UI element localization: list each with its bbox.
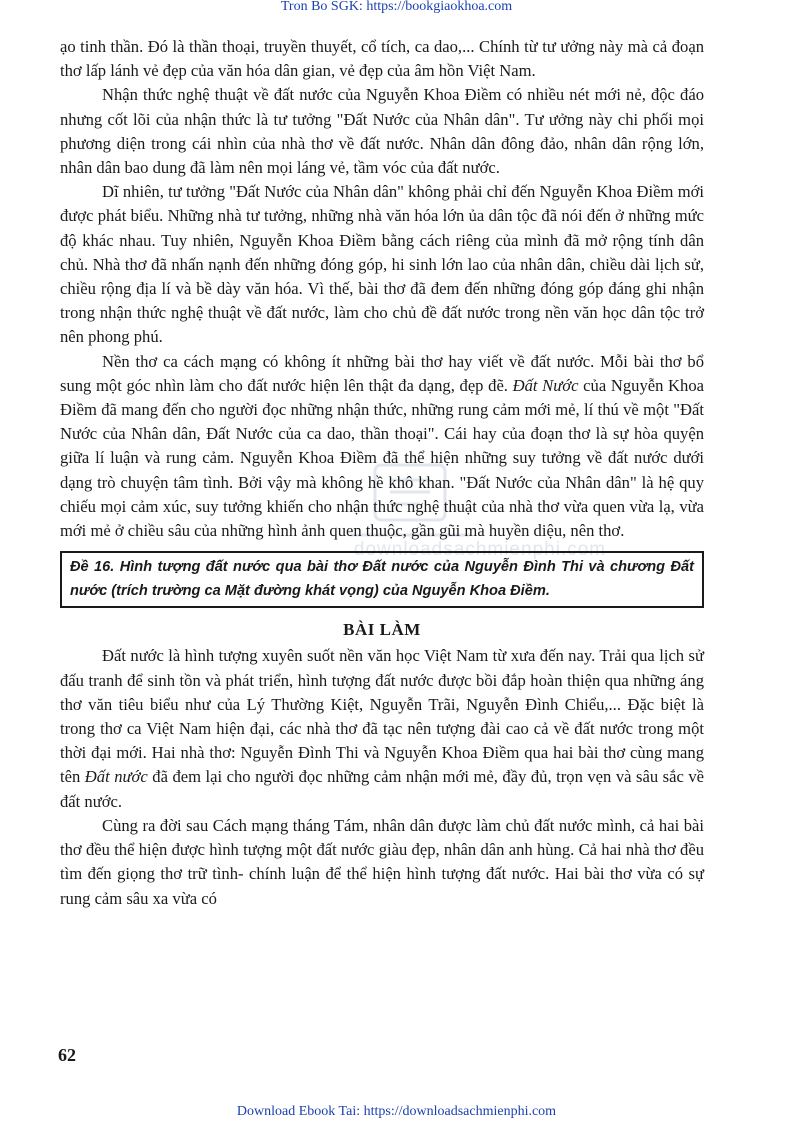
header-source-link[interactable]: Tron Bo SGK: https://bookgiaokhoa.com bbox=[280, 0, 513, 14]
paragraph-text: Nhận thức nghệ thuật về đất nước của Nguyễn Khoa Điềm có nhiều nét mới nẻ, độc đáo nhưng cốt lõi của nhận thức là tư tưởng "Đất Nước của Nhân dân". Tư ưởng này chi phối mọi phương diện trong cái nhìn của nhà thơ về đất nước. Nhân dân đông đảo, nhân dân rộng lớn, nhân dân bao dung đã làm nên mọi láng vẻ, tầm vóc của đất nước. bbox=[60, 85, 704, 178]
italic-title-text: Đất Nước bbox=[512, 375, 579, 395]
paragraph-text: Dĩ nhiên, tư tưởng "Đất Nước của Nhân dân" không phải chỉ đến Nguyễn Khoa Điềm mới được phát biểu. Những nhà tư tưởng, những nhà văn hóa lớn ủa dân tộc đã nói đến ở những mức độ khác nhau. Tuy nhiên, Nguyễn Khoa Điềm bằng cách riêng của mình đã mở rộng tính dân chủ. Nhà thơ đã nhấn nạnh đến những đóng góp, hi sinh lớn lao của nhân dân, chiều dài lịch sử, chiều rộng địa lí và bề dày văn hóa. Vì thế, bài thơ đã đem đến những đóng góp đáng ghi nhận trong nhận thức nghệ thuật về đất nước, làm cho chủ đề đất nước trong nền văn học dân tộc trở nên phong phú. bbox=[60, 182, 704, 347]
text-block-top bbox=[60, 35, 704, 543]
paragraph-text: Cùng ra đời sau Cách mạng tháng Tám, nhân dân được làm chủ đất nước mình, cả hai bài thơ đều thể hiện được hình tượng một đất nước giàu đẹp, nhân dân anh hùng. Cả hai nhà thơ đều tìm đến giọng thơ trữ tình- chính luận để thể hiện hình tượng đất nước. Hai bài thơ vừa có sự rung cảm sâu xa vừa có bbox=[60, 815, 704, 908]
paragraph-text: Đề 16. Hình tượng đất nước qua bài thơ bbox=[70, 559, 363, 576]
paragraph-text: của Nguyễn Khoa Điềm đã mang đến cho người đọc những nhận thức, những rung cảm mới mẻ, lí thú về một "Đất Nước của Nhân dân, Đất Nước của ca dao, thần thoại". Cái hay của đoạn thơ là sự hòa quyện giữa lí luận và rung cảm. Nguyễn Khoa Điềm đã thể hiện những suy tưởng về đất nước dưới dạng trò chuyện tâm tình. Bởi vậy mà không hề khô khan. "Đất Nước của Nhân dân" là hệ quy chiếu mọi cảm xúc, suy tưởng khiến cho nhận thức nghệ thuật của nhà thơ vừa quen vừa lạ, vừa mới mẻ ở chiều sâu của những hình ảnh quen thuộc, gần gũi mà huyền diệu, nên thơ. bbox=[60, 375, 704, 541]
paragraph bbox=[60, 180, 704, 349]
exam-topic-box bbox=[60, 551, 704, 608]
paragraph bbox=[60, 35, 704, 83]
footer-download-link[interactable]: Download Ebook Tai: https://downloadsachmienphi.com bbox=[236, 1104, 557, 1119]
paragraph-text: đã đem lại cho người đọc những cảm nhận mới mẻ, đầy đủ, trọn vẹn và sâu sắc về đất nước. bbox=[60, 767, 705, 811]
paragraph bbox=[60, 644, 704, 813]
paragraph-text: ) của Nguyễn Khoa Điềm. bbox=[373, 583, 550, 600]
paragraph-text: của Nguyễn Đình Thi và chương bbox=[428, 559, 671, 576]
paragraph-text: Đất nước là hình tượng xuyên suốt nền văn học Việt Nam từ xưa đến nay. Trải qua lịch sử đấu tranh để sinh tồn và phát triển, hình tượng đất nước được bồi đắp hoàn thiện qua những áng thơ văn tiêu biểu như của Lý Thường Kiệt, Nguyễn Trãi, Nguyễn Đình Chiểu,... Đặc biệt là trong thơ ca Việt Nam hiện đại, các nhà thơ đã tạc nên tượng đài cao cả về đất nước trong một thời đại mới. Hai nhà thơ: Nguyễn Đình Thi và Nguyễn Khoa Điềm qua hai bài thơ cùng mang tên bbox=[60, 646, 704, 787]
section-title: BÀI LÀM bbox=[343, 620, 421, 640]
paragraph-text: Nền thơ ca cách mạng có không ít những bài thơ hay viết về đất nước. Mỗi bài thơ bổ sung một góc nhìn làm cho đất nước hiện lên thật đa dạng, đẹp đẽ. bbox=[60, 351, 704, 395]
italic-title-text: Đất nước bbox=[362, 559, 429, 576]
text-block-bottom bbox=[60, 644, 704, 910]
paragraph bbox=[60, 350, 704, 544]
italic-title-text: Mặt đường khát vọng bbox=[224, 583, 374, 600]
paragraph-text: ạo tinh thần. Đó là thần thoại, truyền thuyết, cổ tích, ca dao,... Chính từ tư ưởng này mà cả đoạn thơ lấp lánh vẻ đẹp của văn hóa dân gian, vẻ đẹp của âm hồn Việt Nam. bbox=[60, 37, 704, 81]
page-number: 62 bbox=[58, 1045, 76, 1065]
paragraph bbox=[60, 83, 704, 180]
paragraph bbox=[60, 814, 704, 911]
watermark-text: downloadsachmienphi.com bbox=[353, 539, 607, 560]
page-body bbox=[60, 35, 704, 911]
italic-title-text: Đất nước bbox=[70, 559, 694, 600]
italic-title-text: Đất nước bbox=[84, 767, 148, 787]
paragraph-text: (trích trường ca bbox=[107, 583, 225, 600]
